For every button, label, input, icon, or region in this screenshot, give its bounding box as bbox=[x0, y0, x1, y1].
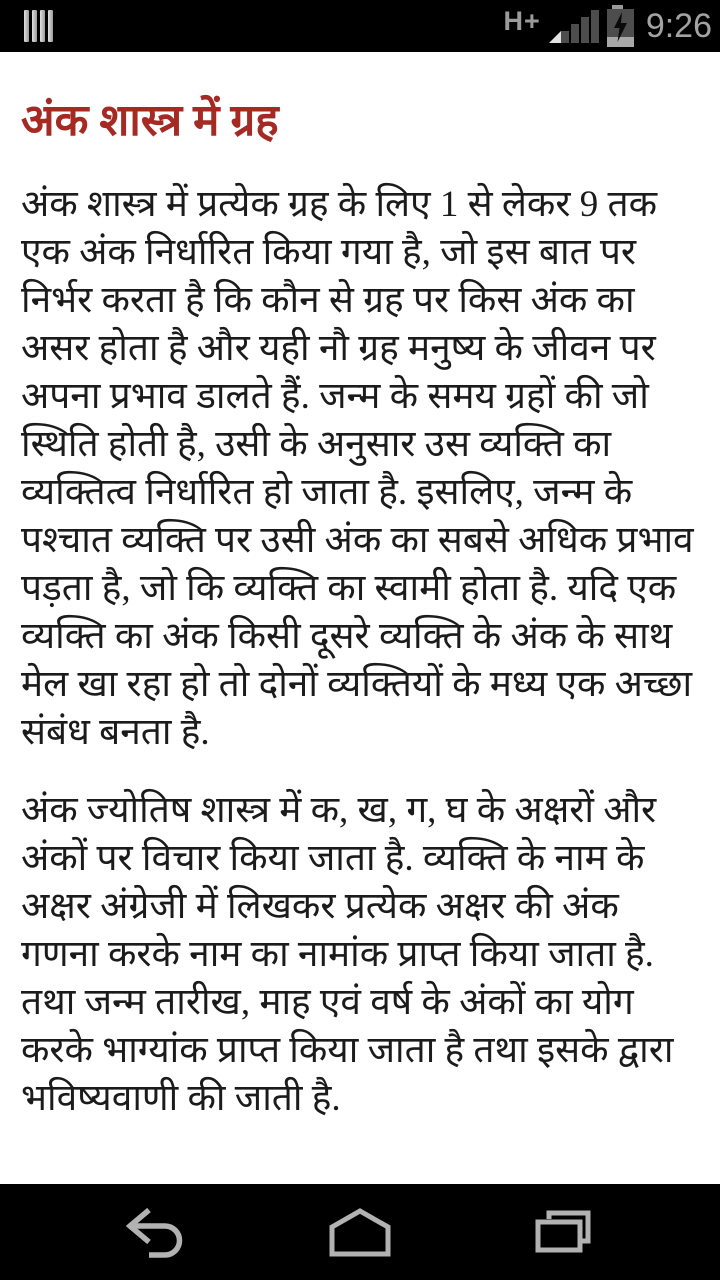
article-content[interactable] bbox=[0, 52, 720, 1184]
recents-button[interactable] bbox=[518, 1184, 608, 1280]
lightning-bolt-icon bbox=[610, 11, 631, 43]
clock-label: 9:26 bbox=[645, 7, 712, 45]
status-bar-right bbox=[504, 5, 712, 47]
back-icon bbox=[122, 1204, 194, 1260]
battery-charging-icon bbox=[607, 5, 634, 47]
navigation-bar bbox=[0, 1184, 720, 1280]
status-bar bbox=[0, 0, 720, 52]
signal-strength-icon bbox=[549, 9, 599, 43]
home-icon bbox=[328, 1207, 392, 1257]
notification-bars-icon bbox=[24, 9, 53, 43]
back-button[interactable] bbox=[113, 1184, 203, 1280]
status-bar-left bbox=[24, 9, 53, 43]
article-paragraph-2: अंक ज्योतिष शास्त्र में क, ख, ग, घ के अक्षरों और अंकों पर विचार किया जाता है. व्यक्ति के नाम के अक्षर अंग्रेजी में लिखकर प्रत्येक अक्षर की अंक गणना करके नाम का नामांक प्राप्त किया जाता है. तथा जन्म तारीख, माह एवं वर्ष के अंकों का योग करके भाग्यांक प्राप्त किया जाता है तथा इसके द्वारा भविष्यवाणी की जाती है. bbox=[21, 789, 674, 1119]
home-button[interactable] bbox=[315, 1184, 405, 1280]
network-type-label: H+ bbox=[503, 5, 541, 36]
page-title: अंक शास्त्र में ग्रह bbox=[21, 96, 279, 145]
article-paragraph-1: अंक शास्त्र में प्रत्येक ग्रह के लिए 1 से लेकर 9 तक एक अंक निर्धारित किया गया है, जो इस बात पर निर्भर करता है कि कौन से ग्रह पर किस अंक का असर होता है और यही नौ ग्रह मनुष्य के जीवन पर अपना प्रभाव डालते हैं. जन्म के समय ग्रहों की जो स्थिति होती है, उसी के अनुसार उस व्यक्ति का व्यक्तित्व निर्धारित हो जाता है. इसलिए, जन्म के पश्चात व्यक्ति पर उसी अंक का सबसे अधिक प्रभाव पड़ता है, जो कि व्यक्ति का स्वामी होता है. यदि एक व्यक्ति का अंक किसी दूसरे व्यक्ति के अंक के साथ मेल खा रहा हो तो दोनों व्यक्तियों के मध्य एक अच्छा संबंध बनता है. bbox=[21, 183, 694, 753]
recent-apps-icon bbox=[533, 1208, 593, 1256]
